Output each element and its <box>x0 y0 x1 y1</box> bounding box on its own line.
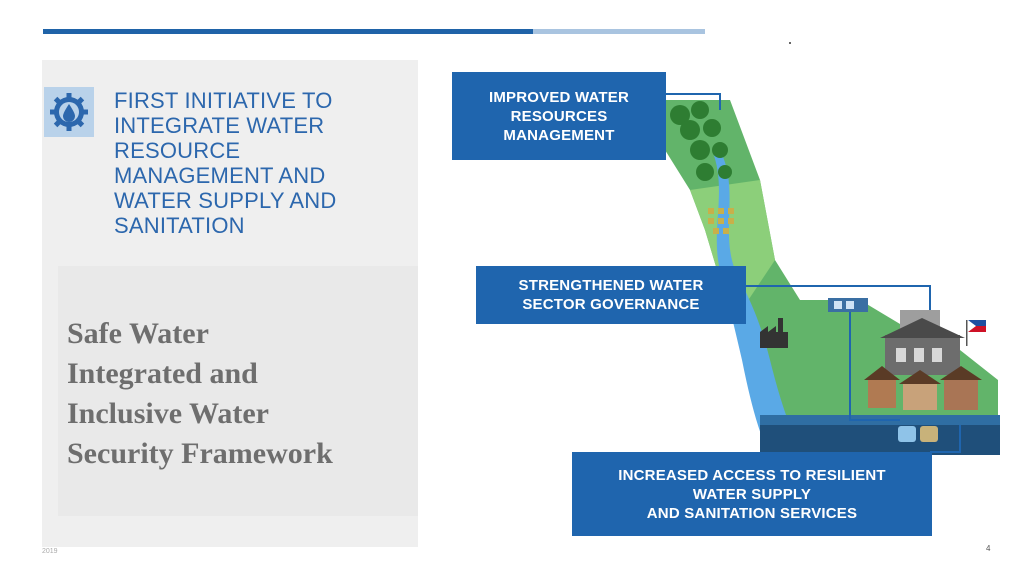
framework-title <box>67 314 407 474</box>
callout-resilient-water-supply <box>572 452 932 536</box>
initiative-line: SANITATION <box>114 213 245 238</box>
framework-line: Security Framework <box>67 437 333 470</box>
initiative-line: INTEGRATE WATER <box>114 113 325 138</box>
callout-sector-governance <box>476 266 746 324</box>
callout-line: AND SANITATION SERVICES <box>646 504 858 522</box>
framework-line: Inclusive Water <box>67 397 269 430</box>
callout-line: IMPROVED WATER <box>488 88 630 106</box>
callout-line: STRENGTHENED WATER <box>518 277 704 294</box>
initiative-heading <box>114 88 414 238</box>
footer-left-mark: 2019 <box>42 548 58 555</box>
initiative-line: RESOURCE <box>114 138 241 163</box>
callout-water-resources-management <box>452 72 666 160</box>
water-drop-gear-logo-icon <box>44 87 94 137</box>
callout-line: WATER SUPPLY <box>692 485 812 503</box>
framework-line: Integrated and <box>67 357 258 390</box>
framework-line: Safe Water <box>67 317 209 350</box>
top-accent-bar-light <box>533 29 705 34</box>
initiative-line: MANAGEMENT AND <box>114 163 326 188</box>
top-accent-bar-dark <box>43 29 533 34</box>
philippine-flag-icon <box>966 320 986 346</box>
stray-dot <box>789 42 791 44</box>
initiative-line: FIRST INITIATIVE TO <box>114 88 333 113</box>
page-number: 4 <box>986 544 991 553</box>
callout-line: SECTOR GOVERNANCE <box>522 296 700 313</box>
initiative-line: WATER SUPPLY AND <box>114 188 337 213</box>
callout-line: INCREASED ACCESS TO RESILIENT <box>618 466 886 484</box>
callout-line: MANAGEMENT <box>503 126 615 144</box>
callout-line: RESOURCES <box>510 107 608 125</box>
